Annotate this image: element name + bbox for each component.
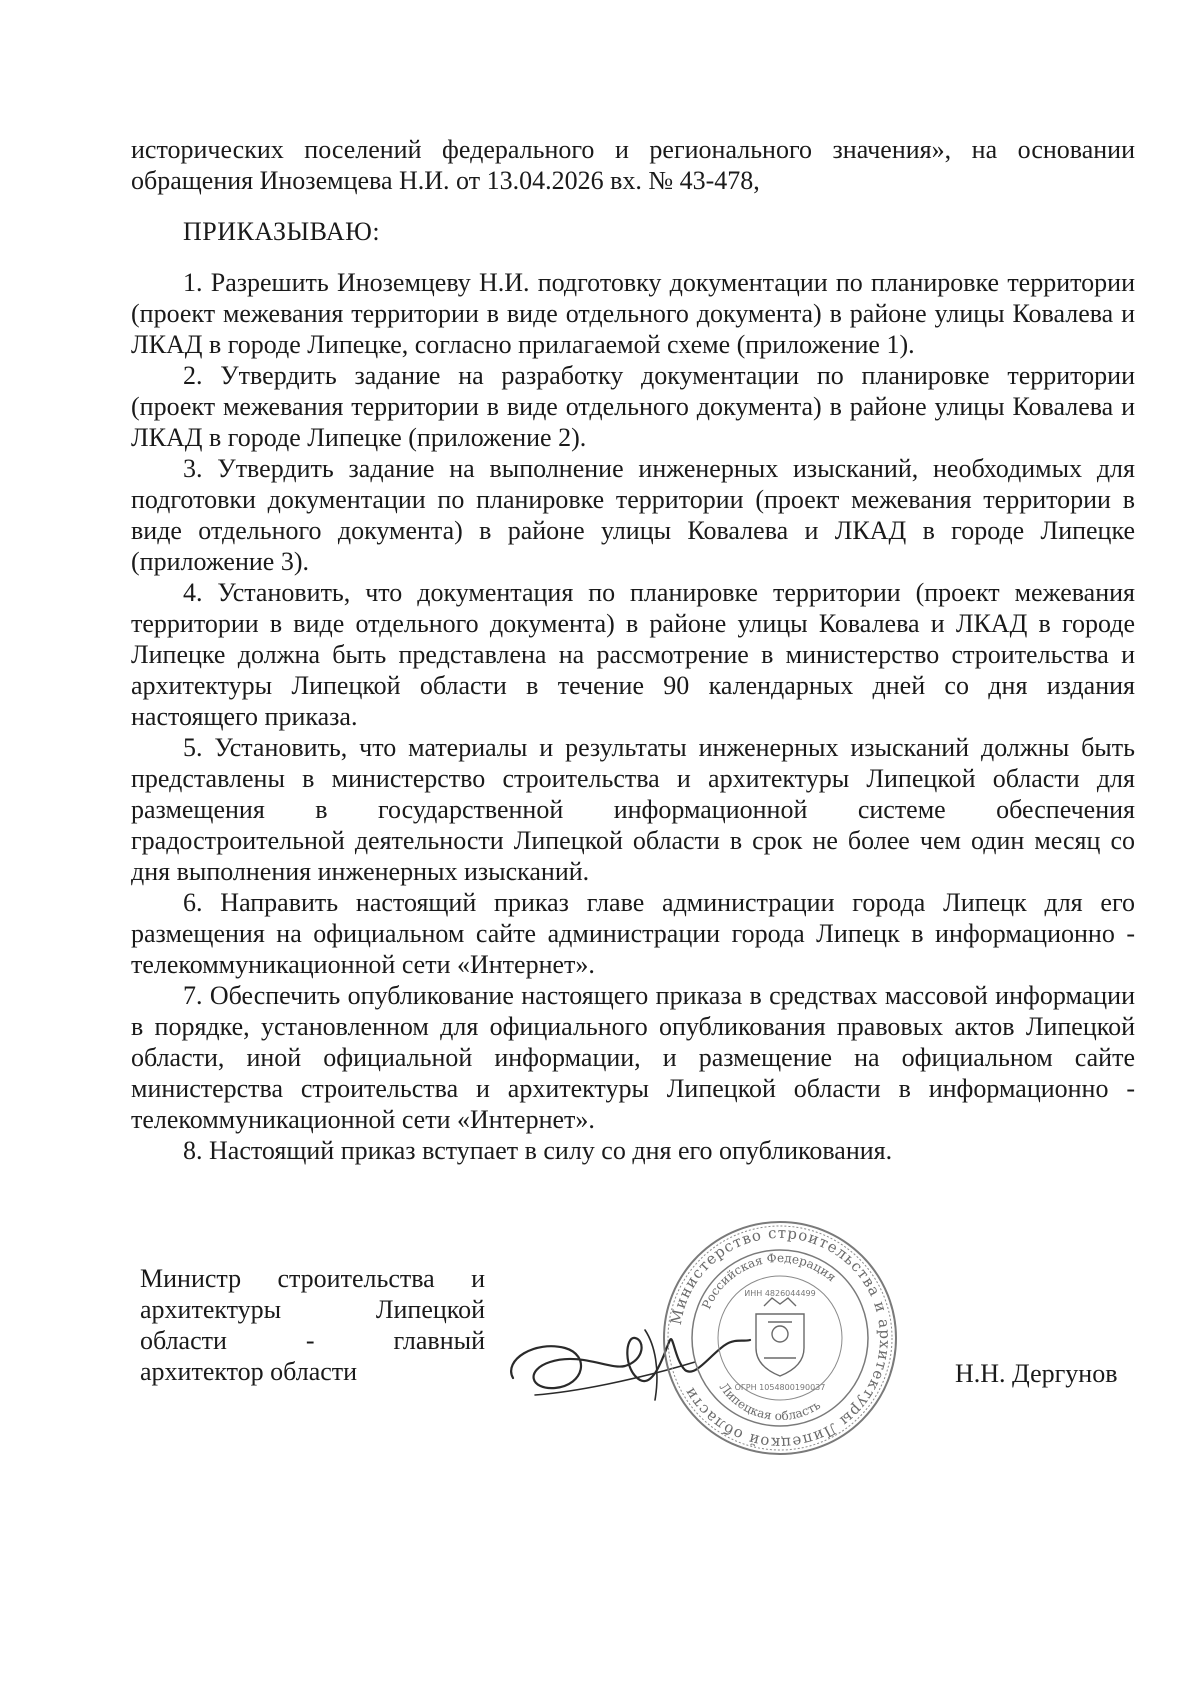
order-item-8: 8. Настоящий приказ вступает в силу со дня его опубликования.: [183, 1136, 893, 1165]
seal-inn: ИНН 4826044499: [744, 1289, 816, 1298]
official-seal: [660, 1218, 900, 1458]
seal-outer-text: Министерство строительства и архитектуры Липецкой области: [666, 1223, 895, 1453]
order-item-7: 7. Обеспечить опубликование настоящего приказа в средствах массовой информации в порядке, установленном для официального опубликования правовых актов Липецкой области, иной официальной информации, и размещение на официальном сайте министерства строительства и архитектуры Липецкой области в информационно - телекоммуникационной сети «Интернет».: [131, 981, 1135, 1134]
signer-name: Н.Н. Дергунов: [955, 1359, 1118, 1388]
intro-paragraph: исторических поселений федерального и регионального значения», на основании обращения Иноземцева Н.И. от 13.04.2026 вх. № 43-478,: [131, 135, 1135, 195]
order-item-5: 5. Установить, что материалы и результаты инженерных изысканий должны быть представлены в министерство строительства и архитектуры Липецкой области для размещения в государственной информационной системе обеспечения градостроительной деятельности Липецкой области в срок не более чем один месяц со дня выполнения инженерных изысканий.: [131, 733, 1135, 886]
order-heading: ПРИКАЗЫВАЮ:: [183, 217, 381, 246]
signer-title: [140, 1263, 485, 1387]
signer-title-line: архитектор области: [140, 1357, 358, 1386]
coat-of-arms-icon: [756, 1298, 804, 1376]
order-item-2: 2. Утвердить задание на разработку документации по планировке территории (проект межевания территории в виде отдельного документа) в районе улицы Ковалева и ЛКАД в городе Липецке (приложение 2).: [131, 361, 1135, 452]
seal-bottom-text: Липецкая область: [716, 1380, 823, 1424]
document-body: [131, 134, 1135, 1166]
signer-title-line: архитектуры Липецкой: [140, 1295, 485, 1324]
order-item-4: 4. Установить, что документация по планировке территории (проект межевания территории в виде отдельного документа) в районе улицы Ковалева и ЛКАД в городе Липецке должна быть представлена на рассмотрение в министерство строительства и архитектуры Липецкой области в течение 90 календарных дней со дня издания настоящего приказа.: [131, 578, 1135, 731]
signer-title-line: области - главный: [140, 1326, 485, 1355]
order-item-1: 1. Разрешить Иноземцеву Н.И. подготовку документации по планировке территории (проект межевания территории в виде отдельного документа) в районе улицы Ковалева и ЛКАД в городе Липецке, согласно прилагаемой схеме (приложение 1).: [131, 268, 1135, 359]
seal-ogrn: ОГРН 1054800190037: [734, 1383, 826, 1392]
order-item-3: 3. Утвердить задание на выполнение инженерных изысканий, необходимых для подготовки документации по планировке территории (проект межевания территории в виде отдельного документа) в районе улицы Ковалева и ЛКАД в городе Липецке (приложение 3).: [131, 454, 1135, 576]
seal-inner-text: Российская Федерация: [699, 1250, 839, 1312]
signer-title-line: Министр строительства и: [140, 1264, 485, 1293]
order-item-6: 6. Направить настоящий приказ главе администрации города Липецк для его размещения на официальном сайте администрации города Липецк в информационно - телекоммуникационной сети «Интернет».: [131, 888, 1135, 979]
